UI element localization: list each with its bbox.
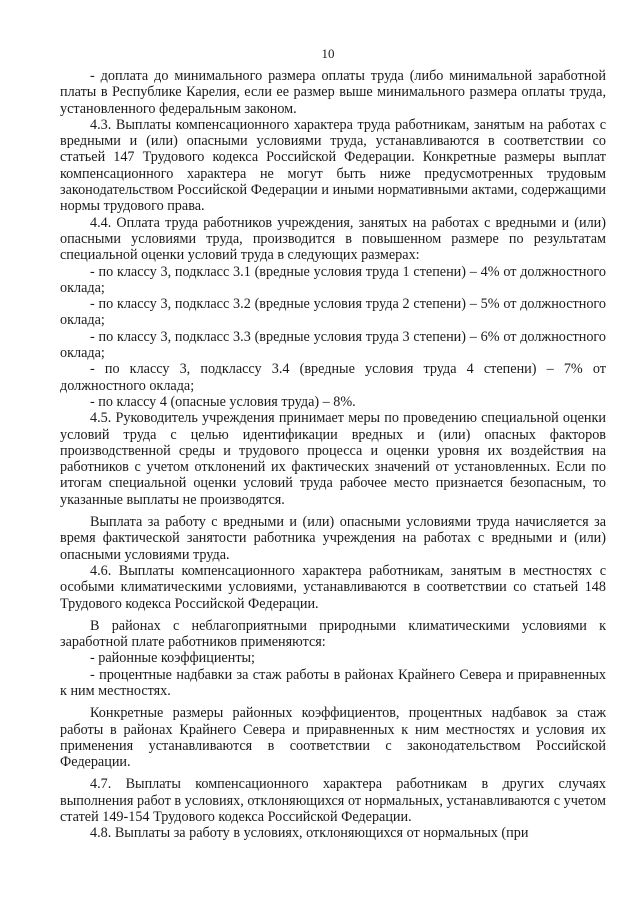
list-item: - по классу 3, подклассу 3.4 (вредные условия труда 4 степени) – 7% от должностного оклада; <box>60 361 606 394</box>
list-item: - процентные надбавки за стаж работы в районах Крайнего Севера и приравненных к ним местностях. <box>60 666 606 699</box>
list-item: - по классу 3, подкласс 3.1 (вредные условия труда 1 степени) – 4% от должностного оклада; <box>60 263 606 296</box>
paragraph: 4.3. Выплаты компенсационного характера труда работникам, занятым на работах с вредными и (или) опасными условиями труда, устанавливаются в соответствии со статьей 147 Трудового кодекса Российской Федерации. Конкретные размеры выплат компенсационного характера не могут быть ниже предусмотренных трудовым законодательством Российской Федерации и иными нормативными актами, содержащими нормы трудового права. <box>60 116 606 215</box>
paragraph: 4.4. Оплата труда работников учреждения, занятых на работах с вредными и (или) опасными условиями труда, производится в повышенном размере по результатам специальной оценки условий труда в следующих размерах: <box>60 214 606 264</box>
document-body <box>60 68 606 842</box>
paragraph: 4.5. Руководитель учреждения принимает меры по проведению специальной оценки условий труда с целью идентификации вредных и (или) опасных факторов производственной среды и трудового процесса и оценки уровня их воздействия на работников с учетом отклонений их фактических значений от установленных. Если по итогам специальной оценки условий труда рабочее место признается безопасным, то указанные выплаты не производятся. <box>60 410 606 508</box>
paragraph: - доплата до минимального размера оплаты труда (либо минимальной заработной платы в Республике Карелия, если ее размер выше минимального размера оплаты труда, установленного федеральным законом. <box>60 68 606 117</box>
paragraph: 4.6. Выплаты компенсационного характера работникам, занятым в местностях с особыми климатическими условиями, устанавливаются в соответствии со статьей 148 Трудового кодекса Российской Федерации. <box>60 562 606 612</box>
paragraph: 4.7. Выплаты компенсационного характера работникам в других случаях выполнения работ в условиях, отклоняющихся от нормальных, устанавливаются с учетом статей 149-154 Трудового кодекса Российской Федерации. <box>60 776 606 826</box>
list-item: - по классу 3, подкласс 3.3 (вредные условия труда 3 степени) – 6% от должностного оклада; <box>60 328 606 362</box>
list-item: - по классу 3, подкласс 3.2 (вредные условия труда 2 степени) – 5% от должностного оклада; <box>60 296 606 329</box>
page-number: 10 <box>321 46 335 61</box>
paragraph: В районах с неблагоприятными природными климатическими условиями к заработной плате работников применяются: <box>60 617 606 651</box>
paragraph: 4.8. Выплаты за работу в условиях, отклоняющихся от нормальных (при <box>90 825 529 842</box>
paragraph: Выплата за работу с вредными и (или) опасными условиями труда начисляется за время фактической занятости работника учреждения на работах с вредными и (или) опасными условиями труда. <box>60 514 606 563</box>
paragraph: Конкретные размеры районных коэффициентов, процентных надбавок за стаж работы в районах Крайнего Севера и приравненных к ним местностях и условия их применения устанавливаются в соответствии с законодательством Российской Федерации. <box>60 705 606 771</box>
list-item: - по классу 4 (опасные условия труда) – 8%. <box>90 393 356 410</box>
list-item: - районные коэффициенты; <box>90 650 255 667</box>
